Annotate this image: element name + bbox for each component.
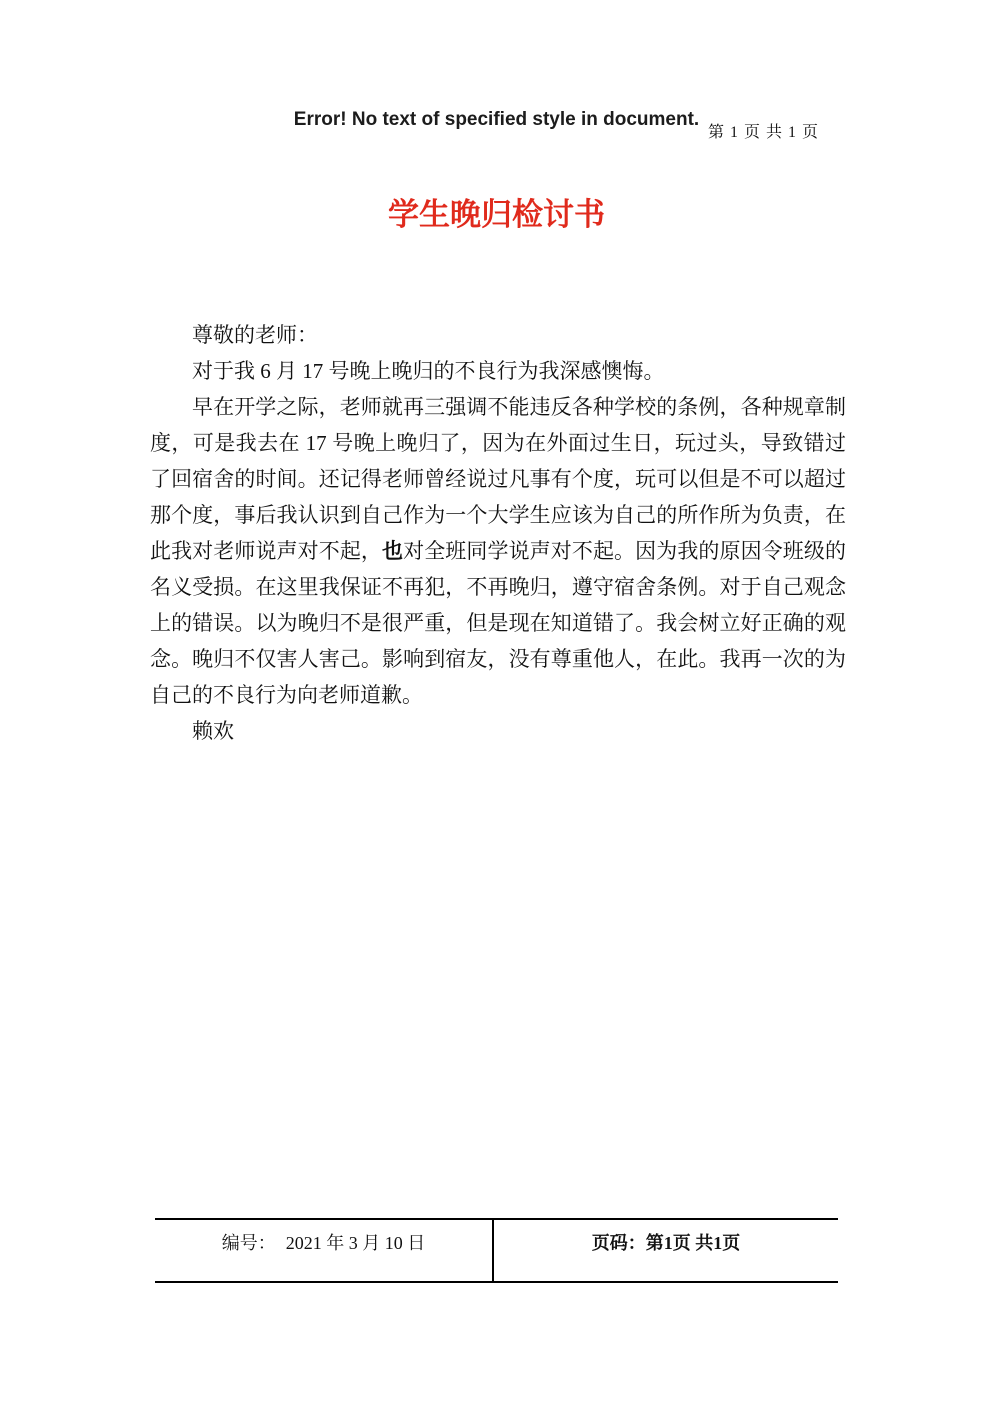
footer-number-label: 编号： — [221, 1233, 276, 1253]
footer-number-value: 2021 年 3 月 10 日 — [285, 1233, 426, 1253]
body-paragraph — [150, 353, 846, 389]
document-body — [150, 317, 846, 749]
footer-cell-number — [155, 1220, 492, 1281]
footer-table — [155, 1218, 838, 1283]
body-text-run: 赖欢 — [192, 719, 234, 743]
body-paragraph — [150, 713, 846, 749]
body-paragraph — [150, 317, 846, 353]
body-text-run: 尊敬的老师： — [192, 323, 318, 347]
body-paragraph — [150, 389, 846, 713]
footer-cell-pagenum — [492, 1220, 838, 1281]
header-error-text: Error! No text of specified style in document. — [293, 109, 700, 130]
body-text-run: 对于我 6 月 17 号晚上晚归的不良行为我深感懊悔。 — [192, 359, 665, 383]
footer-pagenum-value: 第1页 共1页 — [645, 1233, 741, 1253]
body-text-run-bold: 也 — [382, 539, 404, 563]
footer-pagenum-label: 页码： — [591, 1233, 646, 1253]
page-title: 学生晚归检讨书 — [388, 197, 605, 232]
body-text-run: 对全班同学说声对不起。因为我的原因令班级的名义受损。在这里我保证不再犯，不再晚归，遵守宿舍条例。对于自己观念上的错误。以为晚归不是很严重，但是现在知道错了。我会树立好正确的观念。晚归不仅害人害己。影响到宿友，没有尊重他人，在此。我再一次的为自己的不良行为向老师道歉。 — [150, 539, 846, 707]
body-text-run: 早在开学之际，老师就再三强调不能违反各种学校的条例，各种规章制度，可是我去在 17 号晚上晚归了，因为在外面过生日，玩过头，导致错过了回宿舍的时间。还记得老师曾经说过凡事有个度，玩可以但是不可以超过那个度，事后我认识到自己作为一个大学生应该为自己的所作所为负责，在此我对老师说声对不起， — [150, 395, 846, 563]
header-page-indicator: 第 1 页 共 1 页 — [708, 124, 820, 141]
